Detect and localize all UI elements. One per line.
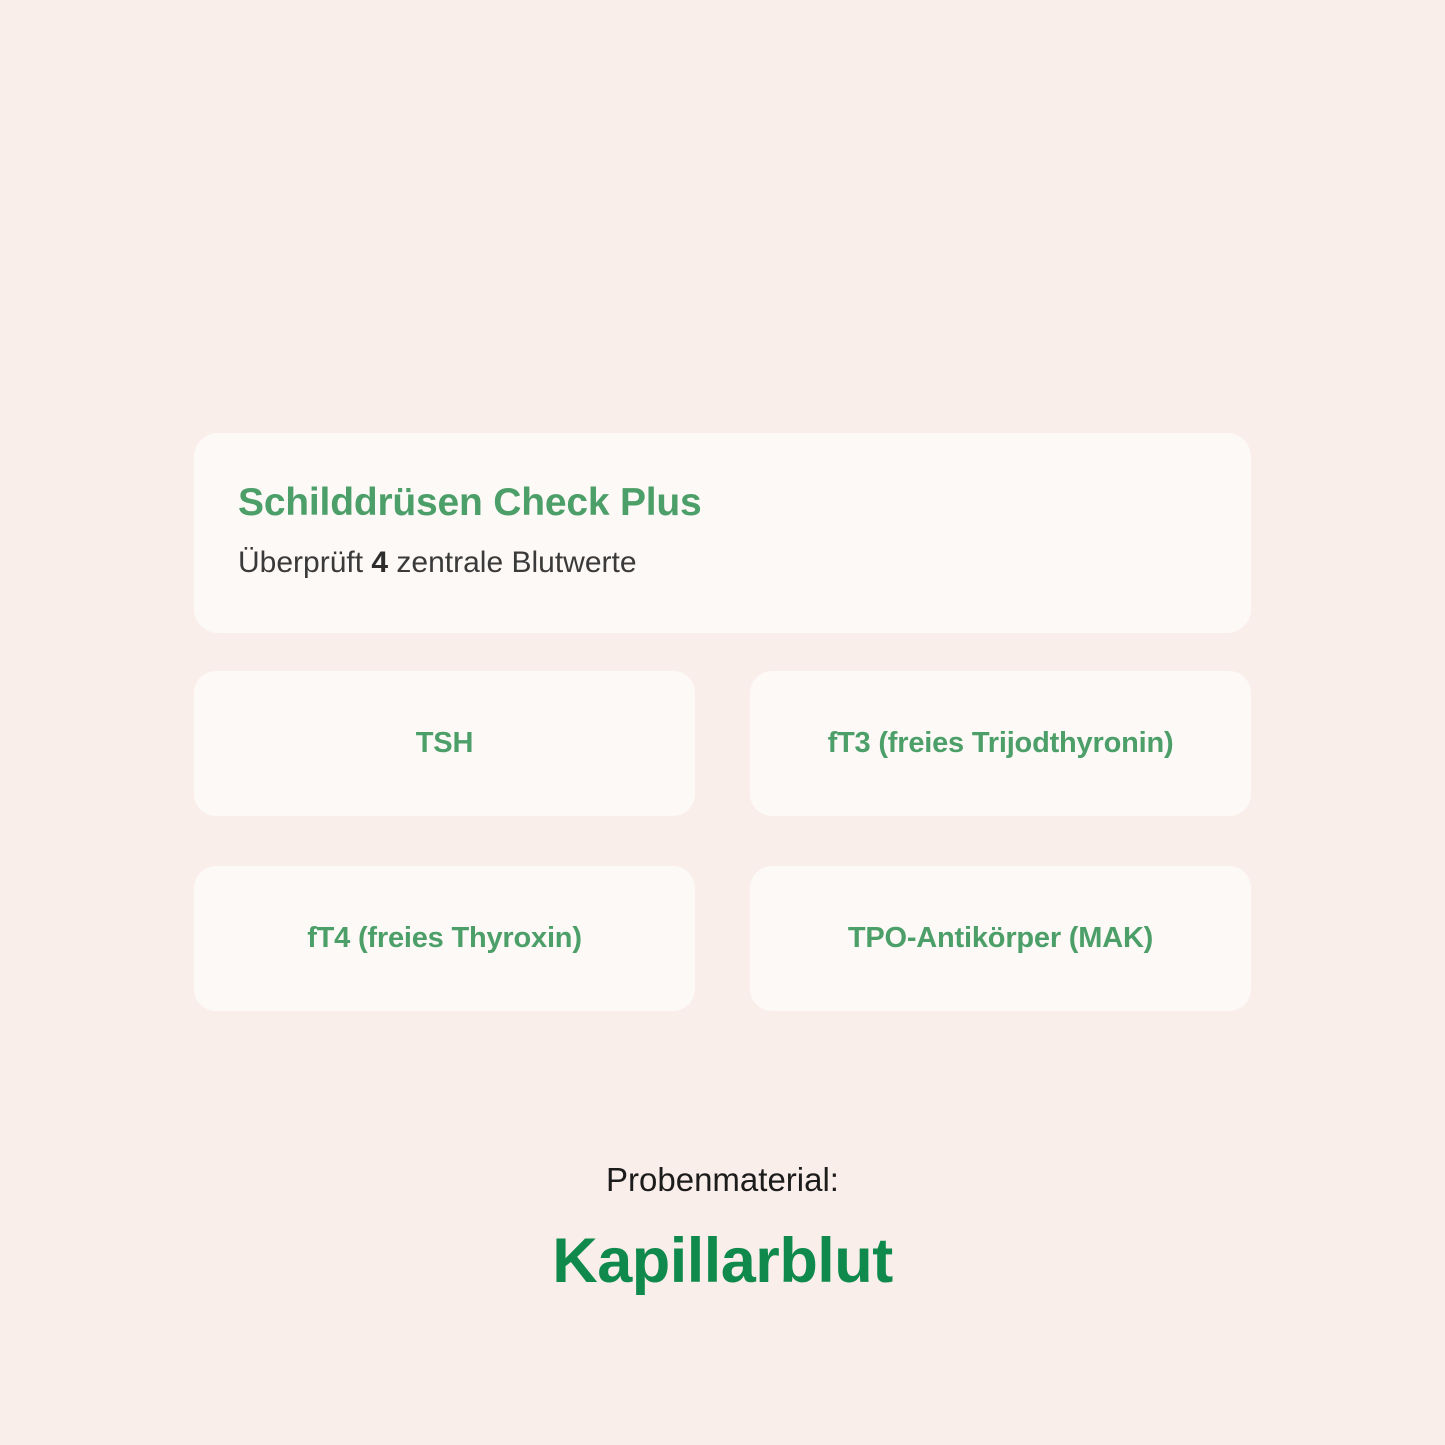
marker-grid bbox=[194, 671, 1251, 1011]
sample-material-label: Probenmaterial: bbox=[606, 1161, 839, 1198]
product-subtitle bbox=[238, 545, 1207, 581]
page-title: Schilddrüsen Check Plus bbox=[238, 481, 702, 524]
subtitle-prefix: Überprüft bbox=[238, 545, 372, 579]
marker-label: TSH bbox=[415, 727, 474, 760]
marker-card-ft3 bbox=[750, 671, 1251, 816]
marker-card-ft4 bbox=[194, 866, 695, 1011]
subtitle-count: 4 bbox=[371, 545, 389, 579]
marker-label: TPO-Antikörper (MAK) bbox=[847, 922, 1154, 955]
marker-label: fT4 (freies Thyroxin) bbox=[307, 922, 582, 955]
marker-label: fT3 (freies Trijodthyronin) bbox=[827, 727, 1174, 760]
header-card bbox=[194, 433, 1251, 633]
sample-material-section bbox=[0, 1160, 1445, 1296]
sample-material-value: Kapillarblut bbox=[552, 1225, 893, 1296]
marker-card-tpo-antikoerper bbox=[750, 866, 1251, 1011]
marker-card-tsh bbox=[194, 671, 695, 816]
subtitle-suffix: zentrale Blutwerte bbox=[388, 545, 637, 579]
